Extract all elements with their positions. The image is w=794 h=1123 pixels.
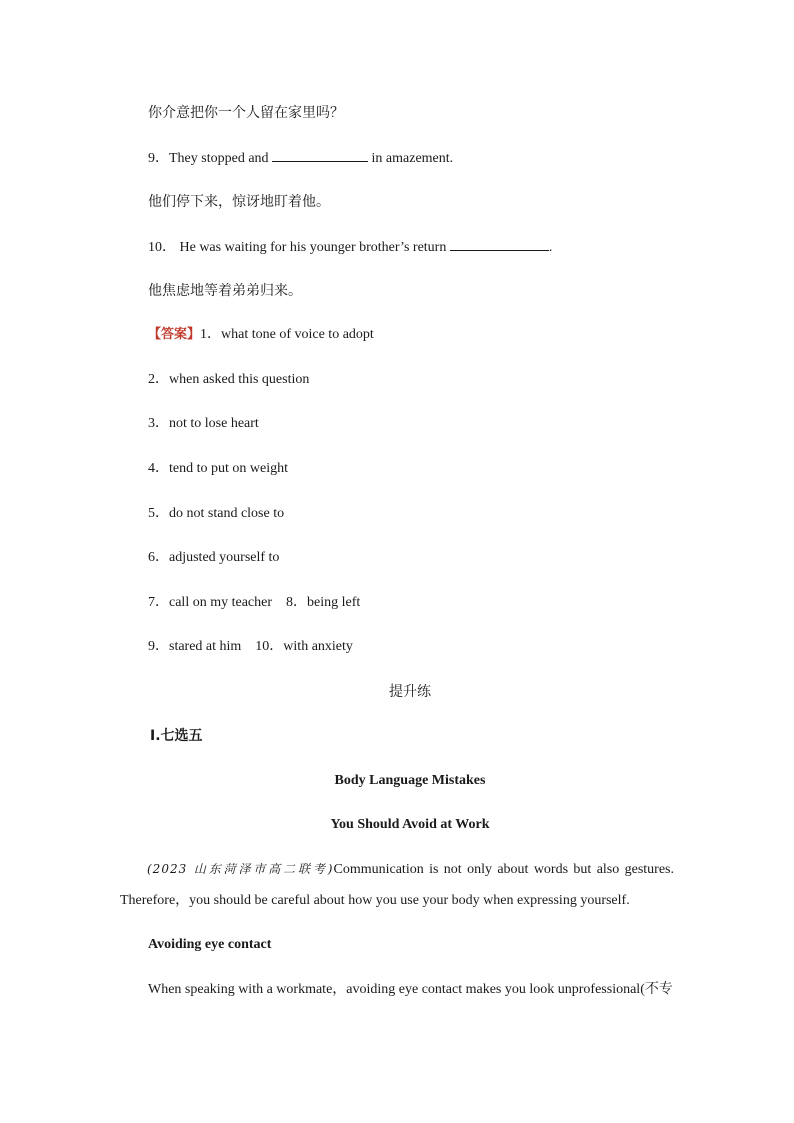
subheading: Avoiding eye contact [148,937,272,952]
answer-line-7-8: 7．call on my teacher 8．being left [148,595,361,610]
answer-line-1 [148,326,374,344]
answer-blank [450,237,549,251]
answer-line-2: 2．when asked this question [148,372,310,387]
body-paragraph: When speaking with a workmate，avoiding eye contact makes you look unprofessional(不专 [148,982,673,997]
question-10 [148,237,552,257]
article-title-line-2: You Should Avoid at Work [330,817,490,832]
question-text: . [548,240,553,255]
answer-line-9-10: 9．stared at him 10．with anxiety [148,639,353,654]
answer-blank [272,148,368,162]
question-8-translation: 你介意把你一个人留在家里吗？ [148,105,344,121]
question-10-translation: 他焦虑地等着弟弟归来。 [148,283,302,299]
part-heading: Ⅰ.七选五 [150,728,203,744]
answer-line-4: 4．tend to put on weight [148,461,288,476]
intro-text: Communication is not only about words but also gestures. Therefore，you should be careful about how you use your body when expressing yourself. [120,862,674,908]
source-note: (2023 山东菏泽市高二联考) [147,862,334,876]
question-number: 9． [148,151,169,166]
question-9 [148,148,453,168]
answer-tag: 【答案】 [148,327,201,342]
question-9-translation: 他们停下来，惊讶地盯着他。 [148,194,330,210]
answer-line-3: 3．not to lose heart [148,416,259,431]
article-title-line-1: Body Language Mistakes [334,773,486,788]
question-text: He was waiting for his younger brother’s return [179,240,447,255]
intro-paragraph [120,854,674,916]
section-title: 提升练 [389,684,431,700]
question-number: 10． [148,240,176,255]
answer-text: 1．what tone of voice to adopt [200,327,374,342]
answer-line-6: 6．adjusted yourself to [148,550,280,565]
answer-line-5: 5．do not stand close to [148,506,285,521]
question-text: They stopped and [169,151,269,166]
question-text: in amazement. [371,151,454,166]
